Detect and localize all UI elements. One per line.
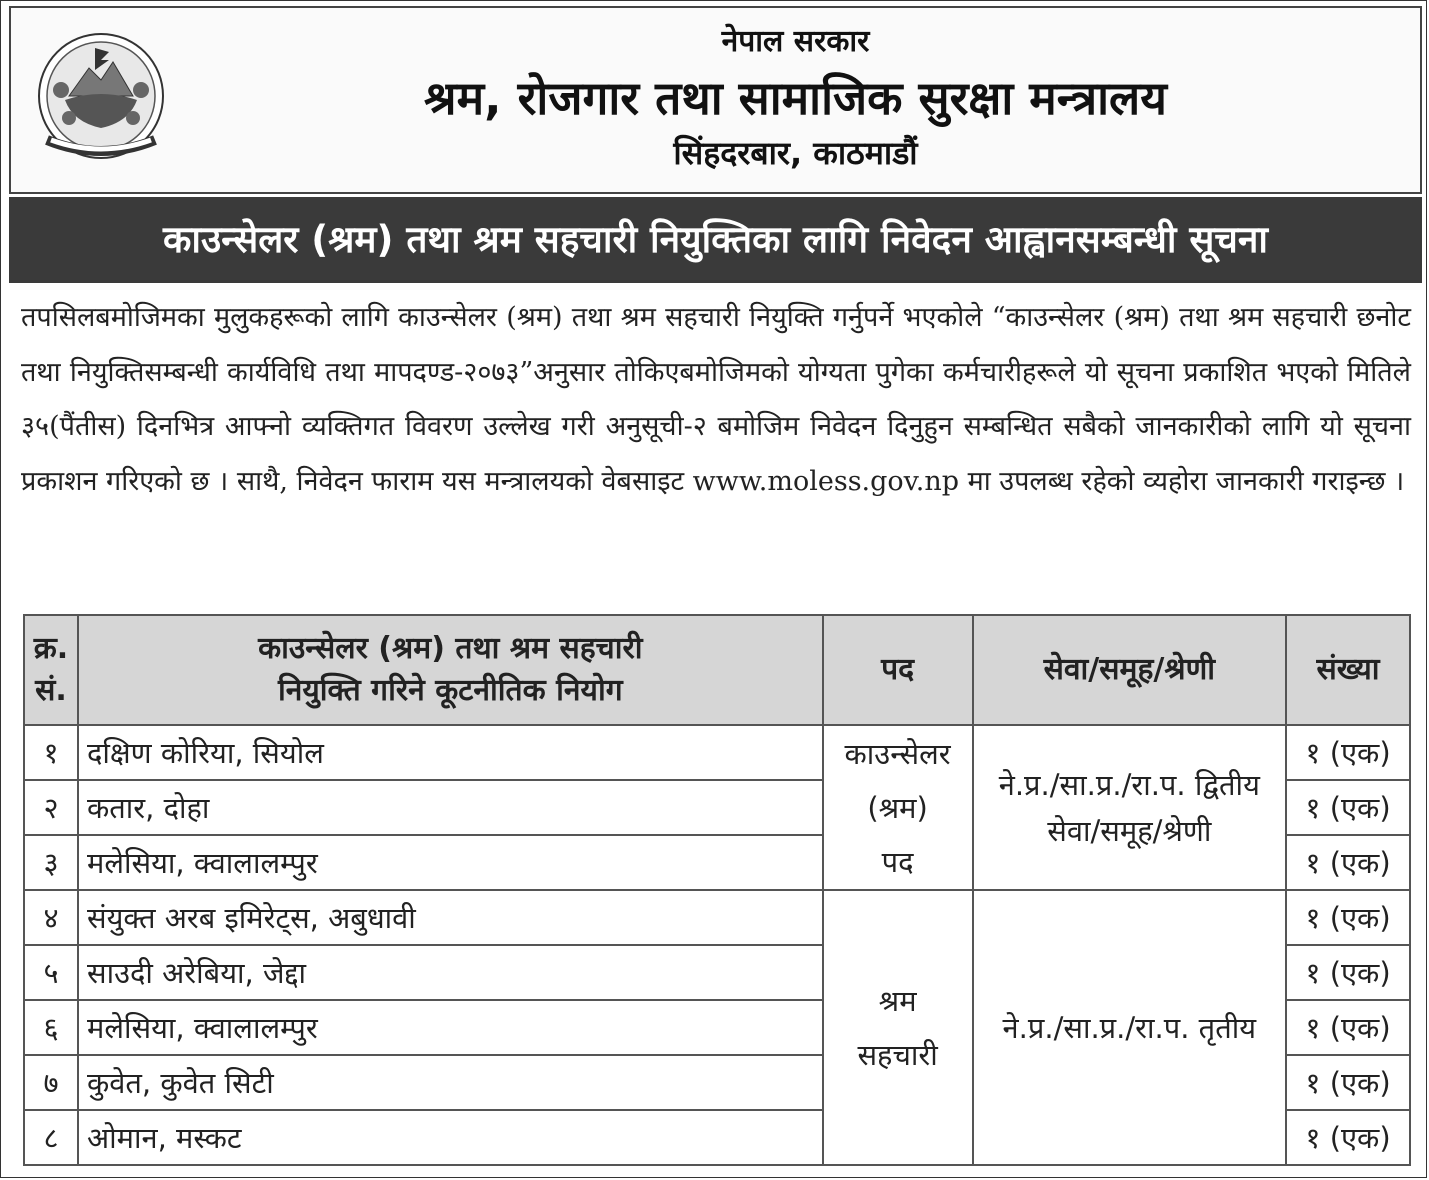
ministry-name: श्रम, रोजगार तथा सामाजिक सुरक्षा मन्त्रालय [424,71,1167,125]
row-mission: कतार, दोहा [78,780,823,835]
header-post: पद [823,615,973,725]
nepal-emblem-icon [29,30,173,164]
row-mission: मलेसिया, क्वालालम्पुर [78,835,823,890]
header-mission: काउन्सेलर (श्रम) तथा श्रम सहचारी नियुक्ति गरिने कूटनीतिक नियोग [78,615,823,725]
row-mission: कुवेत, कुवेत सिटी [78,1055,823,1110]
row-mission: ओमान, मस्कट [78,1110,823,1165]
ministry-location: सिंहदरबार, काठमाडौं [673,134,918,172]
post-labour-attache: श्रम सहचारी [823,890,973,1165]
row-sn: ८ [24,1110,78,1165]
row-sn: ३ [24,835,78,890]
table-header-row [24,615,1410,725]
row-sn: ७ [24,1055,78,1110]
post-counselor: काउन्सेलर (श्रम) पद [823,725,973,890]
row-count: १ (एक) [1286,725,1410,780]
header-service: सेवा/समूह/श्रेणी [973,615,1287,725]
row-sn: २ [24,780,78,835]
row-sn: ४ [24,890,78,945]
table-row [24,725,1410,780]
row-sn: ६ [24,1000,78,1055]
row-count: १ (एक) [1286,945,1410,1000]
row-count: १ (एक) [1286,890,1410,945]
service-counselor: ने.प्र./सा.प्र./रा.प. द्वितीय सेवा/समूह/श्रेणी [973,725,1287,890]
notice-title: काउन्सेलर (श्रम) तथा श्रम सहचारी नियुक्तिका लागि निवेदन आह्वानसम्बन्धी सूचना [9,197,1422,283]
row-count: १ (एक) [1286,780,1410,835]
table-row [24,890,1410,945]
notice-body: तपसिलबमोजिमका मुलुकहरूको लागि काउन्सेलर (श्रम) तथा श्रम सहचारी नियुक्ति गर्नुपर्ने भएकोले “काउन्सेलर (श्रम) तथा श्रम सहचारी छनोट तथा नियुक्तिसम्बन्धी कार्यविधि तथा मापदण्ड-२०७३”अनुसार तोकिएबमोजिमको योग्यता पुगेका कर्मचारीहरूले यो सूचना प्रकाशित भएको मितिले ३५(पैंतीस) दिनभित्र आफ्नो व्यक्तिगत विवरण उल्लेख गरी अनुसूची-२ बमोजिम निवेदन दिनुहुन सम्बन्धित सबैको जानकारीको लागि यो सूचना प्रकाशन गरिएको छ । साथै, निवेदन फाराम यस मन्त्रालयको वेबसाइट www.moless.gov.np मा उपलब्ध रहेको व्यहोरा जानकारी गराइन्छ । [21,302,1411,497]
row-count: १ (एक) [1286,1110,1410,1165]
row-count: १ (एक) [1286,835,1410,890]
row-mission: संयुक्त अरब इमिरेट्स, अबुधावी [78,890,823,945]
header-count: संख्या [1286,615,1410,725]
header [9,6,1422,194]
row-count: १ (एक) [1286,1000,1410,1055]
row-sn: ५ [24,945,78,1000]
vacancy-table [23,614,1411,1166]
row-mission: साउदी अरेबिया, जेद्दा [78,945,823,1000]
row-mission: दक्षिण कोरिया, सियोल [78,725,823,780]
row-count: १ (एक) [1286,1055,1410,1110]
header-sn: क्र. सं. [24,615,78,725]
row-mission: मलेसिया, क्वालालम्पुर [78,1000,823,1055]
service-labour-attache: ने.प्र./सा.प्र./रा.प. तृतीय [973,890,1287,1165]
government-name: नेपाल सरकार [721,24,870,59]
row-sn: १ [24,725,78,780]
